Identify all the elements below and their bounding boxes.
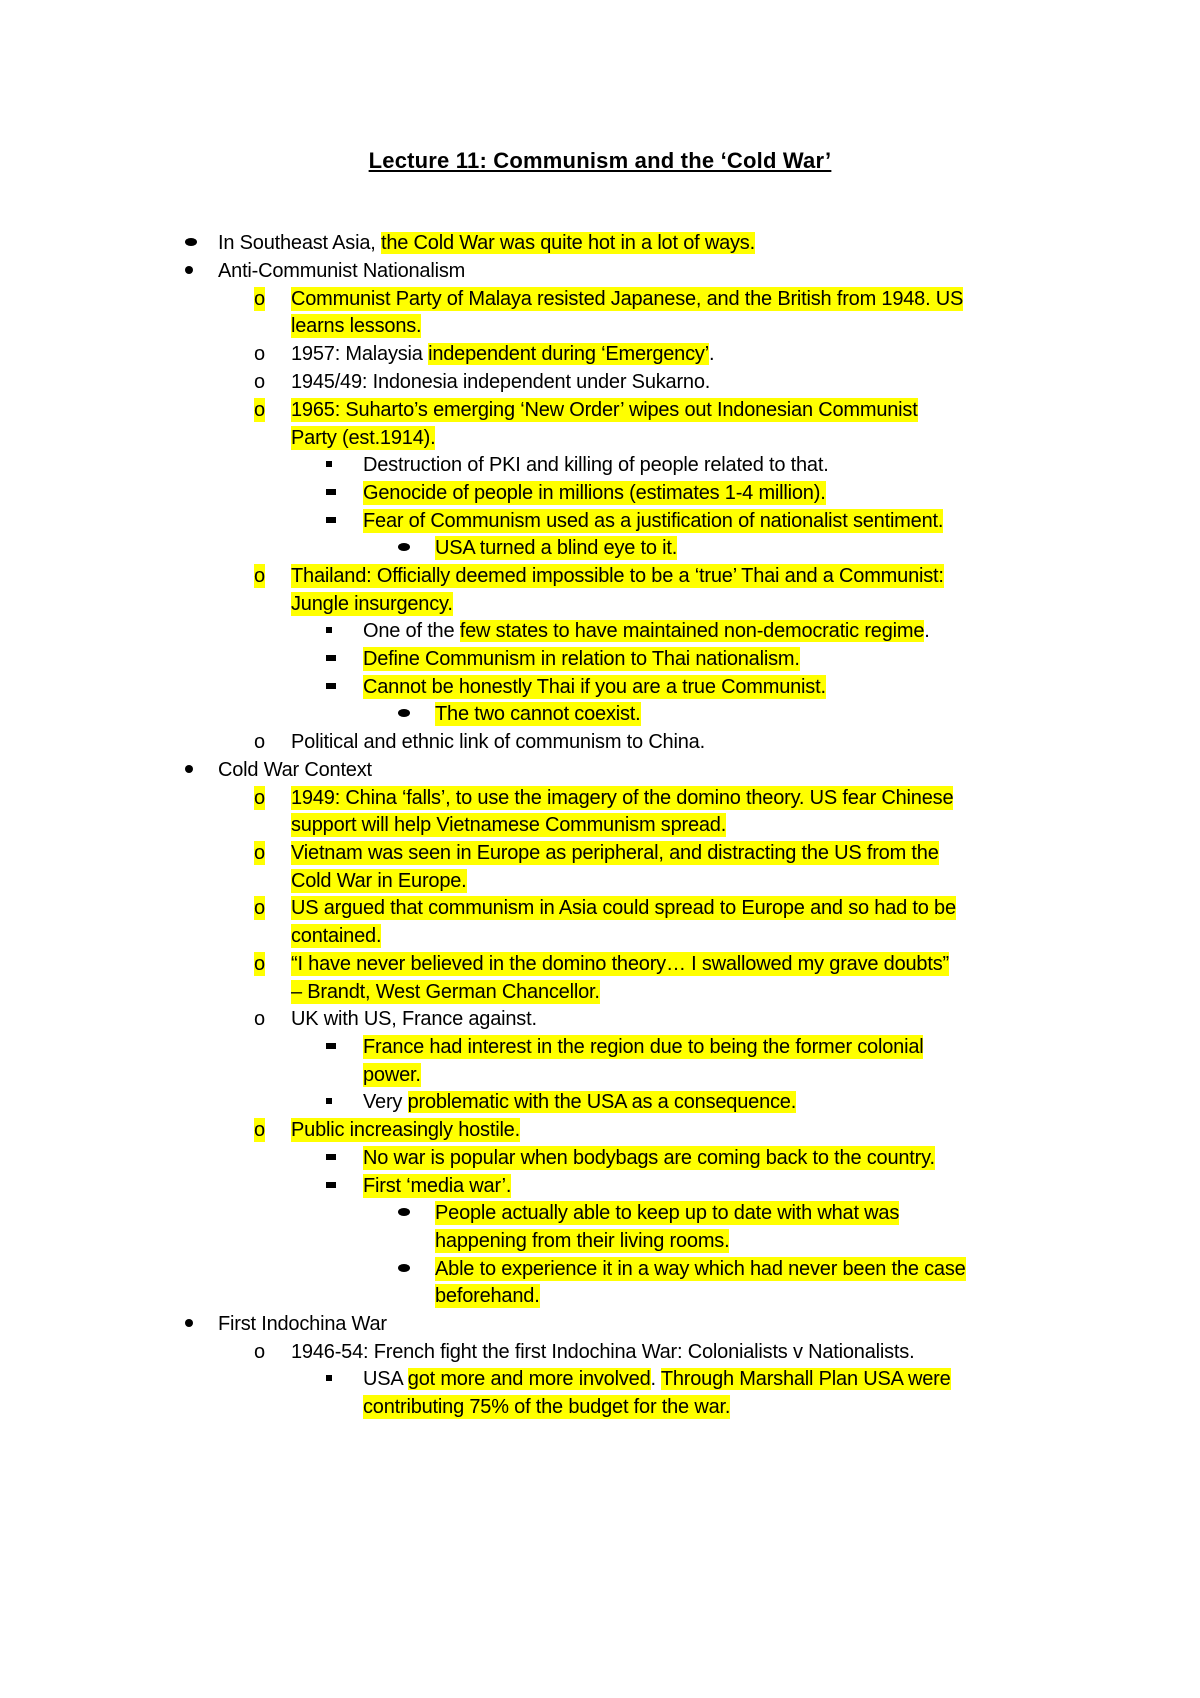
bullet-dot — [398, 1257, 410, 1281]
bullet-ring: o — [254, 897, 266, 919]
bullet-ring: o — [254, 1341, 266, 1363]
bullet-ring: o — [254, 1119, 266, 1141]
list-item: 1965: Suharto’s emerging ‘New Order’ wipes out Indonesian Communist — [291, 399, 918, 421]
bullet-square — [326, 509, 336, 533]
bullet-square — [326, 1090, 332, 1114]
text-segment: . — [924, 620, 930, 642]
list-item-continued: power. — [363, 1064, 421, 1086]
highlighted-text: problematic with the USA as a consequence. — [407, 1091, 797, 1113]
bullet-square — [326, 1367, 332, 1391]
bullet-ring: o — [254, 288, 266, 310]
text-segment: In Southeast Asia, — [218, 232, 381, 254]
list-item-continued: – Brandt, West German Chancellor. — [291, 981, 600, 1003]
text-segment: 1957: Malaysia — [291, 343, 429, 365]
list-item: Able to experience it in a way which had never been the case — [435, 1258, 966, 1280]
list-item: Genocide of people in millions (estimates 1-4 million). — [363, 482, 826, 504]
list-item: 1949: China ‘falls’, to use the imagery of the domino theory. US fear Chinese — [291, 787, 954, 809]
bullet-ring: o — [254, 787, 266, 809]
text-segment: One of the — [363, 620, 460, 642]
list-item-continued: happening from their living rooms. — [435, 1230, 730, 1252]
list-item-continued: Jungle insurgency. — [291, 593, 453, 615]
bullet-ring: o — [254, 1008, 266, 1030]
bullet-dot — [398, 702, 410, 726]
bullet-ring: o — [254, 371, 266, 393]
bullet-square — [326, 675, 336, 699]
list-item-continued: learns lessons. — [291, 315, 422, 337]
text-segment: . — [708, 343, 715, 365]
bullet-square — [326, 1146, 336, 1170]
list-item: US argued that communism in Asia could spread to Europe and so had to be — [291, 897, 956, 919]
list-item — [291, 342, 714, 366]
list-item — [363, 619, 930, 643]
list-item: Vietnam was seen in Europe as peripheral, and distracting the US from the — [291, 842, 939, 864]
bullet-dot — [398, 1201, 410, 1225]
list-item: People actually able to keep up to date with what was — [435, 1202, 900, 1224]
list-item — [218, 231, 755, 255]
text-segment: Very — [363, 1091, 408, 1113]
list-item-continued: beforehand. — [435, 1285, 540, 1307]
list-item: 1945/49: Indonesia independent under Sukarno. — [291, 371, 711, 393]
bullet-ring: o — [254, 343, 266, 365]
bullet-square — [326, 1174, 336, 1198]
list-item: Anti-Communist Nationalism — [218, 260, 466, 282]
bullet-square — [326, 453, 332, 477]
bullet-dot — [185, 758, 193, 782]
highlighted-text: Through Marshall Plan USA were — [660, 1368, 951, 1390]
list-item-continued: Party (est.1914). — [291, 427, 436, 449]
list-item-continued: support will help Vietnamese Communism spread. — [291, 814, 727, 836]
list-item — [363, 1367, 951, 1391]
list-item: 1946-54: French fight the first Indochina War: Colonialists v Nationalists. — [291, 1341, 915, 1363]
bullet-ring: o — [254, 842, 266, 864]
list-item: Destruction of PKI and killing of people related to that. — [363, 454, 829, 476]
list-item-continued: Cold War in Europe. — [291, 870, 467, 892]
list-item: Cannot be honestly Thai if you are a true Communist. — [363, 676, 826, 698]
list-item: Thailand: Officially deemed impossible to be a ‘true’ Thai and a Communist: — [291, 565, 944, 587]
list-item: Communist Party of Malaya resisted Japanese, and the British from 1948. US — [291, 288, 964, 310]
bullet-ring: o — [254, 953, 266, 975]
bullet-square — [326, 481, 336, 505]
list-item: Public increasingly hostile. — [291, 1119, 520, 1141]
bullet-dot — [185, 1312, 193, 1336]
list-item: Cold War Context — [218, 759, 372, 781]
list-item: Political and ethnic link of communism to China. — [291, 731, 705, 753]
list-item: UK with US, France against. — [291, 1008, 537, 1030]
list-item: Fear of Communism used as a justification of nationalist sentiment. — [363, 510, 944, 532]
list-item: Define Communism in relation to Thai nationalism. — [363, 648, 800, 670]
text-segment: . — [650, 1368, 661, 1390]
bullet-ring: o — [254, 565, 266, 587]
highlighted-text: got more and more involved — [407, 1368, 651, 1390]
list-item: First Indochina War — [218, 1313, 387, 1335]
highlighted-text: the Cold War was quite hot in a lot of ways. — [380, 232, 755, 254]
list-item-continued: contributing 75% of the budget for the war. — [363, 1396, 731, 1418]
list-item: France had interest in the region due to being the former colonial — [363, 1036, 924, 1058]
list-item: First ‘media war’. — [363, 1175, 512, 1197]
list-item: “I have never believed in the domino theory… I swallowed my grave doubts” — [291, 953, 949, 975]
page-title: Lecture 11: Communism and the ‘Cold War’ — [368, 148, 832, 173]
list-item-continued: contained. — [291, 925, 382, 947]
list-item: USA turned a blind eye to it. — [435, 537, 678, 559]
list-item — [363, 1090, 796, 1114]
highlighted-text: independent during ‘Emergency’ — [428, 343, 709, 365]
bullet-dot — [185, 259, 193, 283]
bullet-square — [326, 647, 336, 671]
bullet-square — [326, 619, 332, 643]
list-item: The two cannot coexist. — [435, 703, 641, 725]
bullet-square — [326, 1035, 336, 1059]
bullet-ring: o — [254, 731, 266, 753]
highlighted-text: few states to have maintained non-democratic regime — [459, 620, 925, 642]
bullet-ring: o — [254, 399, 266, 421]
list-item: No war is popular when bodybags are coming back to the country. — [363, 1147, 935, 1169]
bullet-dot — [185, 231, 197, 255]
text-segment: USA — [363, 1368, 408, 1390]
bullet-dot — [398, 536, 410, 560]
